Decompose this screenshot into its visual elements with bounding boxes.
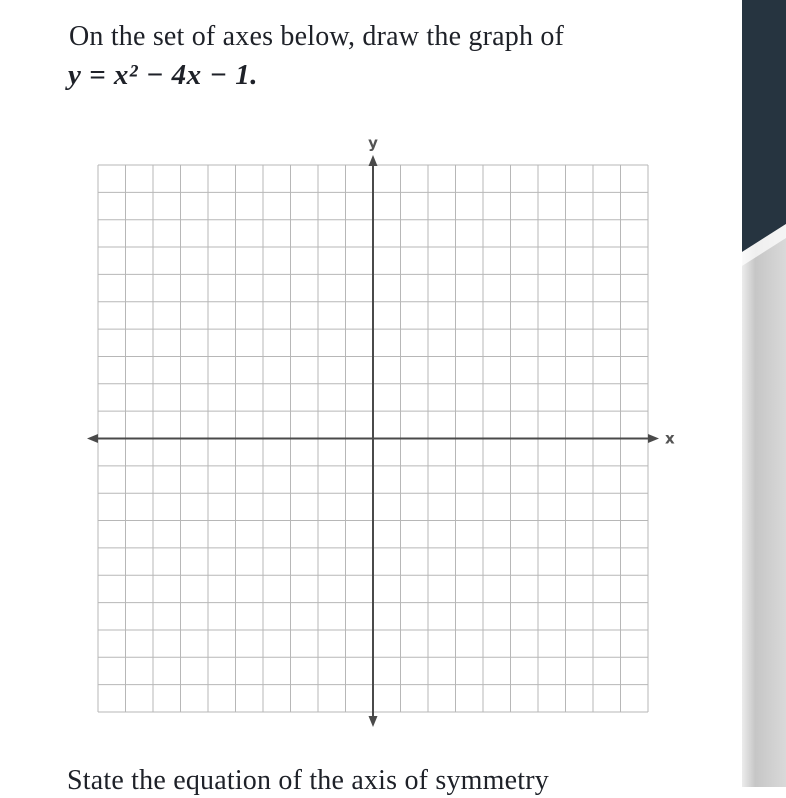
question-text: On the set of axes below, draw the graph of [69, 21, 565, 52]
graph-svg [80, 128, 690, 748]
question-equation: y = x² − 4x − 1. [68, 59, 258, 91]
followup-text: State the equation of the axis of symmetry [67, 765, 549, 796]
y-axis-bottom-arrow-icon [369, 716, 378, 727]
y-axis-label: y [368, 134, 378, 152]
page-edge-strip [742, 0, 786, 787]
x-axis-label: x [665, 429, 675, 448]
y-axis-top-arrow-icon [369, 155, 378, 166]
x-axis-right-arrow-icon [648, 434, 659, 443]
coordinate-grid [80, 128, 690, 748]
x-axis-left-arrow-icon [87, 434, 98, 443]
